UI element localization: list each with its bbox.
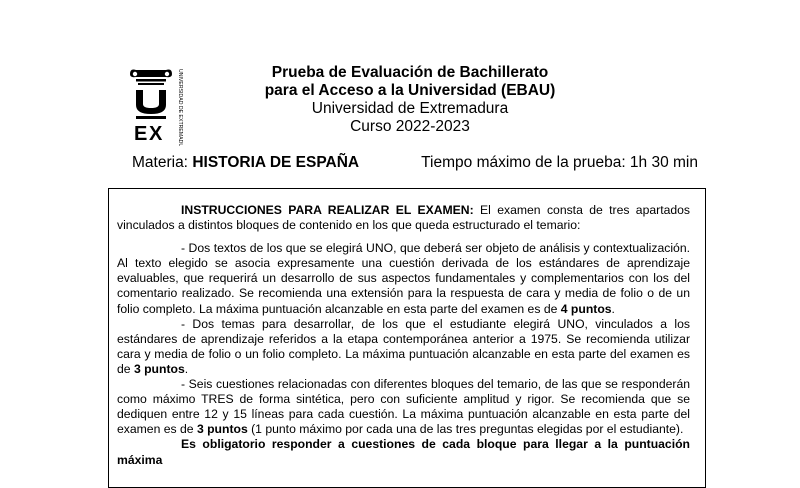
instructions-item-2 <box>117 317 690 377</box>
subject-row <box>132 154 698 174</box>
instructions-item-3 <box>117 377 690 437</box>
item-2-text: - Dos temas para desarrollar, de los que el estudiante elegirá UNO, vinculados a los estándares de aprendizaje referidos a la etapa contemporánea anterior a 1975. Se recomienda utilizar cara y media de folio o un folio completo. La máxima puntuación alcanzable en esta parte del examen es de <box>117 316 690 376</box>
item-3-end: (1 punto máximo por cada una de las tres preguntas elegidas por el estudiante). <box>247 422 684 437</box>
logo-vertical-text: UNIVERSIDAD DE EXTREMADURA <box>177 69 183 146</box>
svg-text:E: E <box>134 123 148 145</box>
instructions-intro-text: El examen consta de tres apartados vinculados a distintos bloques de contenido en los que queda estructurado el temario: <box>117 203 691 233</box>
instructions-item-1 <box>117 241 690 316</box>
header-university: Universidad de Extremadura <box>311 100 509 117</box>
subject-label: Materia: <box>132 154 188 171</box>
instructions-text <box>117 203 690 468</box>
spacer <box>117 233 690 241</box>
uex-logo-graphic <box>128 66 184 146</box>
exam-duration: Tiempo máximo de la prueba: 1h 30 min <box>421 154 698 171</box>
svg-text:X: X <box>149 123 163 145</box>
item-1-points: 4 puntos <box>560 301 612 316</box>
item-1-end: . <box>611 301 615 316</box>
header-line-1: Prueba de Evaluación de Bachillerato <box>271 64 549 81</box>
instructions-heading: INSTRUCCIONES PARA REALIZAR EL EXAMEN: <box>181 203 474 217</box>
item-3-points: 3 puntos <box>196 422 248 437</box>
subject-value: HISTORIA DE ESPAÑA <box>192 154 360 171</box>
item-2-end: . <box>184 361 189 376</box>
item-3-text: - Seis cuestiones relacionadas con diferentes bloques del temario, de las que se responderán como máximo TRES de forma sintética, pero con suficiente amplitud y rigor. Se recomienda que se dediquen entre 12 y 15 líneas para cada cuestión. La máxima puntuación alcanzable en esta parte del examen es de <box>117 377 690 437</box>
exam-header <box>260 64 560 136</box>
item-1-text: - Dos textos de los que se elegirá UNO, que deberá ser objeto de análisis y contextualización. Al texto elegido se asocia expresamente una cuestión derivada de los estándares de aprendizaje evaluables, que requerirá un desarrollo de sus aspectos fundamentales y complementarios con los del comentario realizado. Se recomienda una extensión para la respuesta de cara y media de folio o de un folio completo. La máxima puntuación alcanzable en esta parte del examen es de <box>117 241 690 316</box>
subject <box>132 154 359 172</box>
item-2-points: 3 puntos <box>133 361 185 376</box>
uex-logo <box>128 66 184 146</box>
closing-text: Es obligatorio responder a cuestiones de cada bloque para llegar a la puntuación máxima <box>117 437 690 467</box>
instructions-intro <box>117 203 690 233</box>
instructions-closing <box>117 437 690 467</box>
header-line-2: para el Acceso a la Universidad (EBAU) <box>264 82 556 99</box>
header-course: Curso 2022-2023 <box>350 118 470 135</box>
